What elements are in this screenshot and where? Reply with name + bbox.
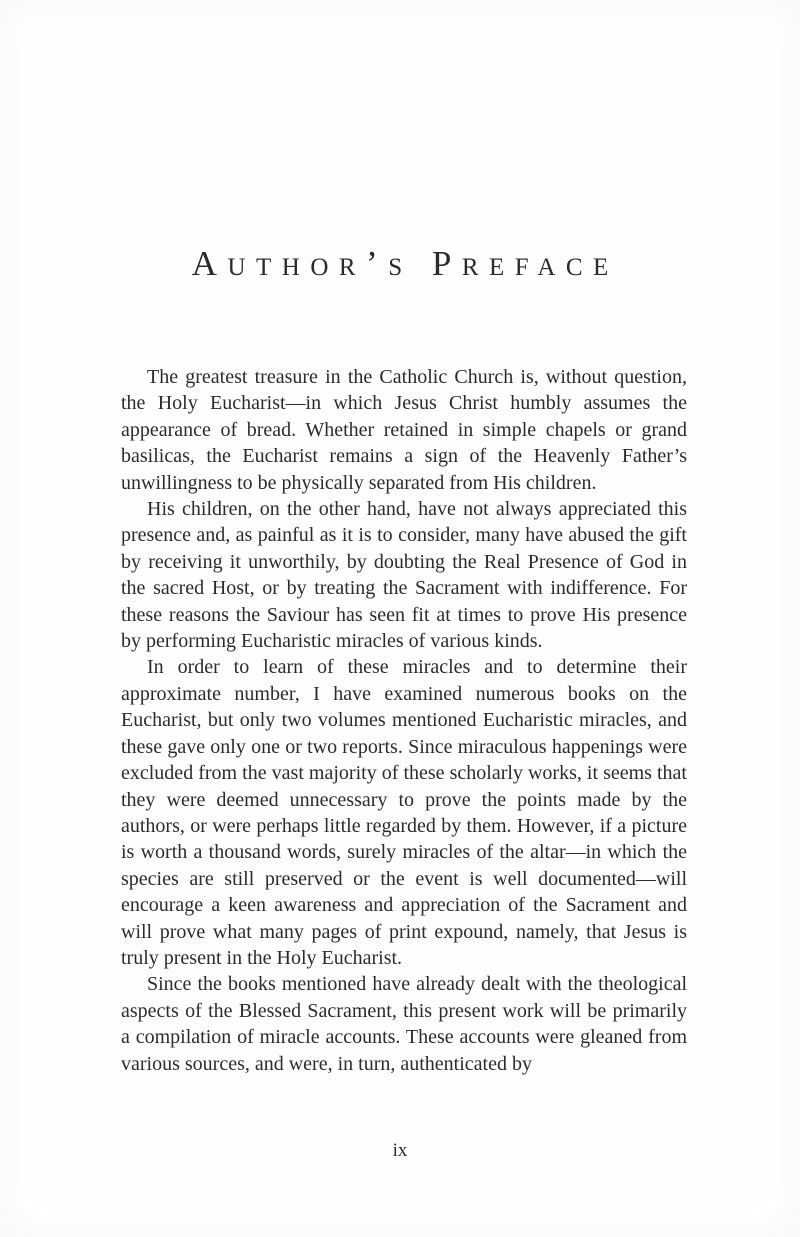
body-text bbox=[121, 364, 687, 1077]
page-number: ix bbox=[392, 1140, 408, 1161]
paragraph: In order to learn of these miracles and to determine their approximate number, I have examined numerous books on the Eucharist, but only two volumes mentioned Eucharistic miracles, and these gave only one or two reports. Since miraculous happenings were excluded from the vast majority of these scholarly works, it seems that they were deemed unnecessary to prove the points made by the authors, or were perhaps little regarded by them. However, if a picture is worth a thousand words, surely miracles of the altar—in which the species are still preserved or the event is well documented—will encourage a keen awareness and appreciation of the Sacrament and will prove what many pages of print expound, namely, that Jesus is truly present in the Holy Eucharist. bbox=[121, 656, 687, 969]
paragraph: His children, on the other hand, have not always appreciated this presence and, as painful as it is to consider, many have abused the gift by receiving it unworthily, by doubting the Real Presence of God in the sacred Host, or by treating the Sacrament with indifference. For these reasons the Saviour has seen fit at times to prove His presence by performing Eucharistic miracles of various kinds. bbox=[121, 498, 687, 653]
page-title: Author’s Preface bbox=[191, 244, 619, 283]
paragraph: The greatest treasure in the Catholic Church is, without question, the Holy Eucharist—in which Jesus Christ humbly assumes the appearance of bread. Whether retained in simple chapels or grand basilicas, the Eucharist remains a sign of the Heavenly Father’s unwillingness to be physically separated from His children. bbox=[121, 366, 687, 494]
paragraph: Since the books mentioned have already dealt with the theological aspects of the Blessed Sacrament, this present work will be primarily a compilation of miracle accounts. These accounts were gleaned from various sources, and were, in turn, authenticated by bbox=[121, 973, 687, 1075]
